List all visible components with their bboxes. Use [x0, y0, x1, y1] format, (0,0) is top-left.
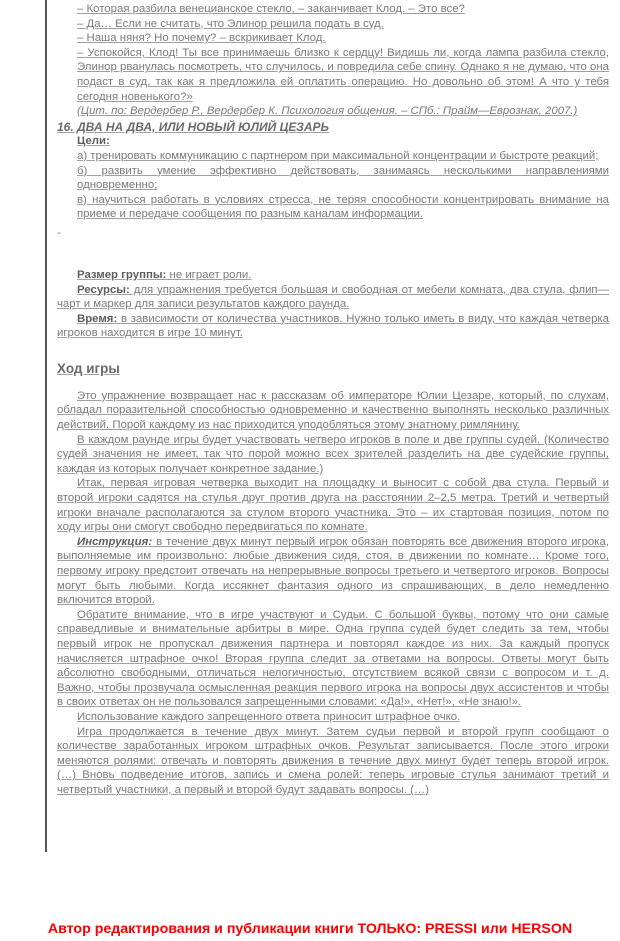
- dialogue-line-1: – Которая разбила венецианское стекло, – заканчивает Клод. – Это все?: [77, 3, 465, 15]
- goal-b: б) развить умение эффективно действовать, занимаясь несколькими направлениями одновременно;: [77, 164, 609, 192]
- game-paragraph-1: Это упражнение возвращает нас к рассказам об императоре Юлии Цезаре, который, по слухам, обладал поразительной способностью одновременно и качественно выполнять несколько различных действий. Порой каждому из нас приходится уподобляться этому знатному римлянину.: [57, 389, 609, 432]
- publisher-footer: Автор редактирования и публикации книги ТОЛЬКО: PRESSI или HERSON: [47, 921, 573, 937]
- group-size-line: [57, 268, 609, 283]
- instruction-text: в течение двух минут первый игрок обязан повторять все движения второго игрока, выполняемые им произвольно: любые движения сидя, стоя, в движении по комнате… Кроме того, первому игроку предстоит отвечать на непрерывные вопросы третьего и четвертого игроков. Вопросы могут быть любыми. Когда иссякнет фантазия одного из спрашивающих, в дело немедленно включится второй.: [57, 535, 609, 607]
- game-paragraph-5: Обратите внимание, что в игре участвуют и Судьи. С большой буквы, потому что они самые справедливые и внимательные арбитры в мире. Одна группа судей будет следить за тем, чтобы первый игрок не пропускал движения партнера и повторял каждое из них. За каждый пропуск начисляется штрафное очко! Вторая группа следит за ответами на вопросы. Ответы могут быть абсолютно свободными, отличаться нелогичностью, отсутствием всякой связи с вопросом и т. д. Важно, чтобы прозвучала осмысленная реакция первого игрока на вопросы двух ассистентов и чтобы в своих ответах он не пользовался запрещенными словами: «Да!», «Нет!», «Не знаю!».: [57, 608, 609, 709]
- dialogue-line-4: – Успокойся, Клод! Ты все принимаешь близко к сердцу! Видишь ли, когда лампа разбила стекло, Элинор рванулась посмотреть, что случилось, и повредила себе спину. Однако я не думаю, что она подаст в суд, так как я предложила ей оплатить операцию. Но довольно об этом! А что у тебя сегодня новенького?»: [77, 46, 609, 103]
- resources-line: [57, 283, 609, 312]
- exercise-heading: 16. ДВА НА ДВА, ИЛИ НОВЫЙ ЮЛИЙ ЦЕЗАРЬ: [57, 119, 330, 134]
- time-line: [57, 312, 609, 341]
- dialogue-line-3: – Наша няня? Но почему? – вскрикивает Клод.: [77, 32, 326, 45]
- dialogue-line-2: – Да… Если не считать, что Элинор решила подать в суд.: [77, 17, 384, 30]
- resources-label: Ресурсы:: [77, 283, 130, 296]
- goals-label: Цели:: [77, 135, 110, 148]
- game-paragraph-7: Игра продолжается в течение двух минут. Затем судьи первой и второй групп сообщают о количестве заработанных игроком штрафных очков. Результат записывается. После этого игроки меняются ролями: отвечать и повторять движения в течение двух минут будет теперь второй игрок. (…) Вновь подведение итогов, запись и смена ролей: теперь игровые стулья занимают третий и четвертый участники, а первый и второй будут задавать вопросы. (…): [57, 725, 609, 796]
- citation: (Цит. по: Вердербер Р., Вердербер К. Психология общения. – СПб.: Прайм—Еврознак, 2007.): [77, 105, 578, 118]
- goal-a: а) тренировать коммуникацию с партнером при максимальной концентрации и быстроте реакций;: [77, 149, 599, 162]
- instruction-label: Инструкция:: [77, 535, 153, 548]
- game-paragraph-6: Использование каждого запрещенного ответа приносит штрафное очко.: [77, 710, 461, 723]
- resources-value: для упражнения требуется большая и свободная от мебели комната, два стула, флип—чарт и маркер для записи результатов каждого раунда.: [57, 283, 609, 311]
- group-size-label: Размер группы:: [77, 268, 167, 281]
- dash-mark: -: [57, 226, 61, 239]
- time-value: в зависимости от количества участников. Нужно только иметь в виду, что каждая четверка игроков находится в игре 10 минут.: [57, 312, 609, 340]
- page-content: [57, 2, 609, 798]
- game-paragraph-3: Итак, первая игровая четверка выходит на площадку и выносит с собой два стула. Первый и второй игроки садятся на стулья друг против друга на расстоянии 2–2,5 метра. Третий и четвертый игроки вначале располагаются за стулом второго участника. Это – их стартовая позиция, потом по ходу игры они смогут свободно передвигаться по комнате.: [57, 477, 609, 534]
- spacer: [57, 240, 609, 268]
- game-heading: Ход игры: [57, 360, 120, 376]
- time-label: Время:: [77, 312, 118, 325]
- game-paragraph-2: В каждом раунде игры будет участвовать четверо игроков в поле и две группы судей. (Количество судей значения не имеет, так что порой можно всех зрителей разделить на две судейские группы, каждая из которых получает конкретное задание.): [57, 433, 609, 475]
- instruction-paragraph: [57, 535, 609, 608]
- group-size-value: не играет роли.: [166, 268, 252, 281]
- goal-c: в) научиться работать в условиях стресса, не теряя способности концентрировать внимание на приеме и передаче сообщения по разным каналам информации.: [77, 193, 609, 221]
- book-page: [45, 0, 620, 852]
